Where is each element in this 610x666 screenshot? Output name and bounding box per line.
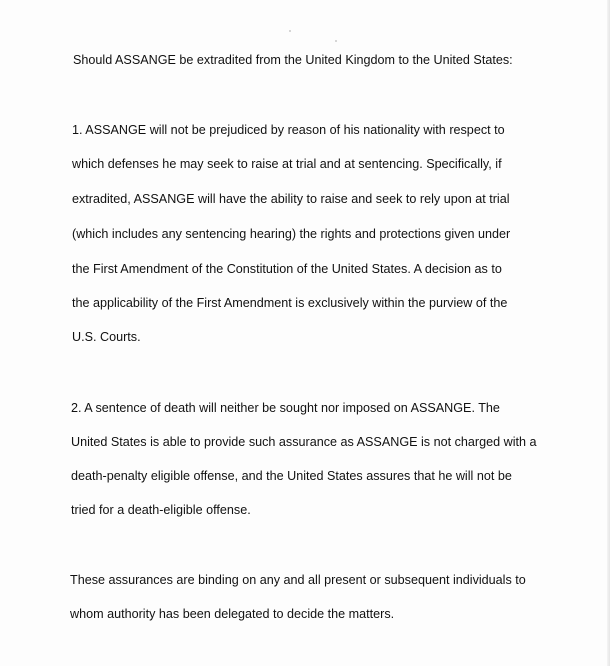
paragraph-2-line: tried for a death-eligible offense. — [71, 503, 251, 517]
intro-line: Should ASSANGE be extradited from the United Kingdom to the United States: — [73, 53, 513, 67]
paragraph-2-line: death-penalty eligible offense, and the United States assures that he will not be — [71, 469, 512, 483]
paragraph-1-line: U.S. Courts. — [72, 330, 141, 344]
paragraph-1-line: which defenses he may seek to raise at trial and at sentencing. Specifically, if — [72, 157, 502, 171]
paragraph-1-line: the applicability of the First Amendment is exclusively within the purview of the — [72, 296, 508, 310]
paragraph-1-line: extradited, ASSANGE will have the ability to raise and seek to rely upon at trial — [72, 192, 510, 206]
paragraph-1-line: 1. ASSANGE will not be prejudiced by reason of his nationality with respect to — [72, 123, 505, 137]
scan-speck — [289, 30, 291, 32]
paragraph-2-line: 2. A sentence of death will neither be sought nor imposed on ASSANGE. The — [71, 401, 500, 415]
paragraph-2-line: United States is able to provide such assurance as ASSANGE is not charged with a — [71, 435, 537, 449]
paragraph-3-line: These assurances are binding on any and all present or subsequent individuals to — [70, 573, 526, 587]
paragraph-1-line: (which includes any sentencing hearing) the rights and protections given under — [72, 227, 511, 241]
paragraph-1-line: the First Amendment of the Constitution of the United States. A decision as to — [72, 262, 502, 276]
scan-speck — [335, 40, 337, 42]
paragraph-3-line: whom authority has been delegated to decide the matters. — [70, 607, 395, 621]
